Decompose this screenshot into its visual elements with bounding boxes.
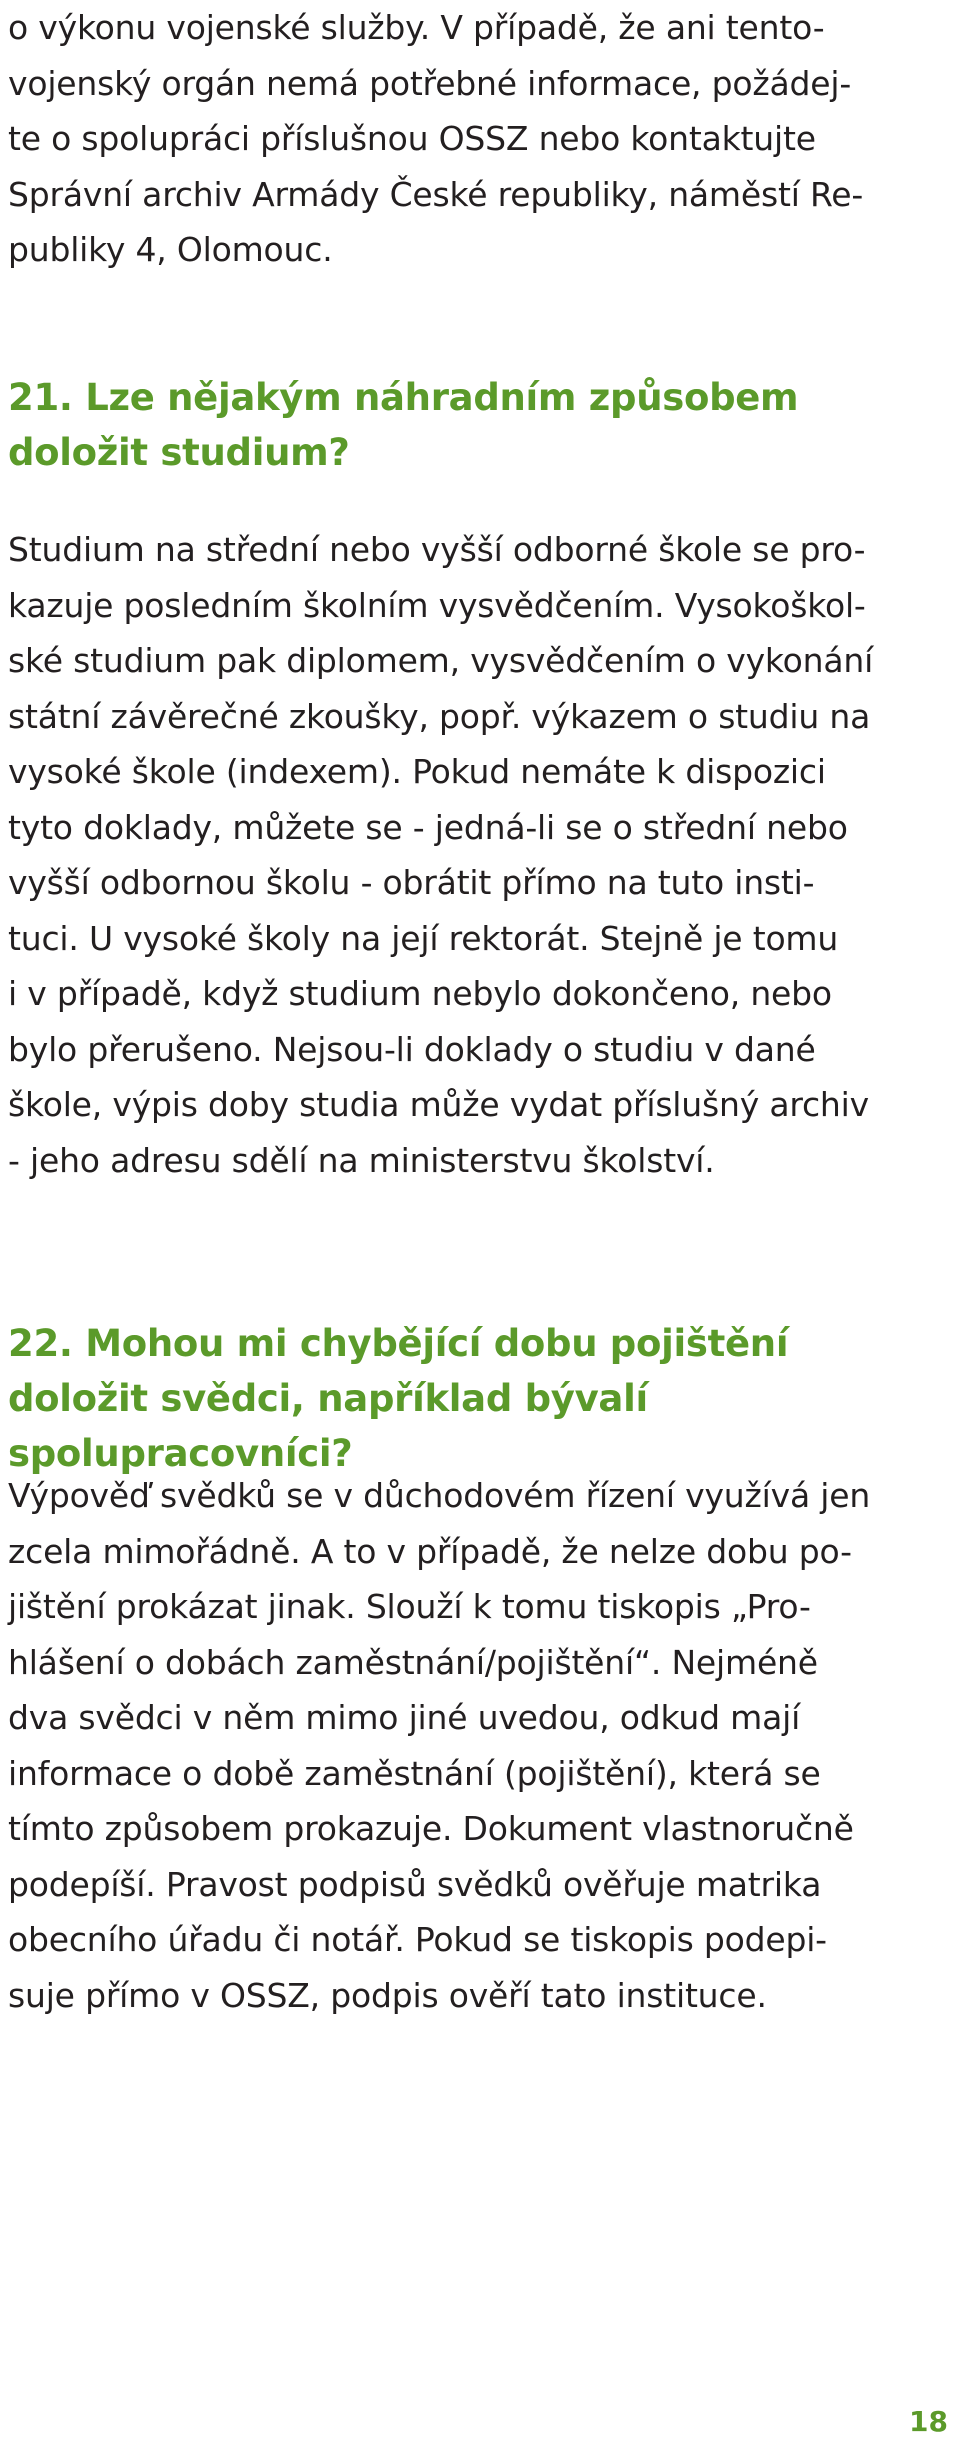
text-line: suje přímo v OSSZ, podpis ověří tato instituce. [8, 1975, 767, 2015]
text-line: kazuje posledním školním vysvědčením. Vysokoškol- [8, 585, 866, 625]
page-number: 18 [909, 2405, 948, 2438]
text-line: hlášení o dobách zaměstnání/pojištění“. Nejméně [8, 1642, 818, 1682]
text-line: tuci. U vysoké školy na její rektorát. Stejně je tomu [8, 918, 839, 958]
text-line: informace o době zaměstnání (pojištění), která se [8, 1753, 821, 1793]
text-line: - jeho adresu sdělí na ministerstvu školství. [8, 1140, 715, 1180]
intro-paragraph [8, 0, 946, 278]
text-line: Výpověď svědků se v důchodovém řízení využívá jen [8, 1476, 871, 1515]
text-line: vyšší odbornou školu - obrátit přímo na tuto insti- [8, 863, 815, 902]
text-line: zcela mimořádně. A to v případě, že nelze dobu po- [8, 1531, 852, 1571]
text-line: i v případě, když studium nebylo dokončeno, nebo [8, 974, 832, 1013]
text-line: škole, výpis doby studia může vydat příslušný archiv [8, 1085, 869, 1124]
question-22-heading: 22. Mohou mi chybějící dobu pojištění doložit svědci, například bývalí spolupracovníci? [8, 1322, 789, 1475]
text-line: obecního úřadu či notář. Pokud se tiskopis podepi- [8, 1920, 827, 1959]
text-line: státní závěrečné zkoušky, popř. výkazem o studiu na [8, 696, 871, 736]
text-line: jištění prokázat jinak. Slouží k tomu tiskopis „Pro- [8, 1587, 811, 1626]
question-22-answer [8, 1468, 946, 2023]
text-line: vojenský orgán nemá potřebné informace, požádej- [8, 63, 852, 103]
text-line: Správní archiv Armády České republiky, náměstí Re- [8, 174, 864, 214]
question-21-heading: 21. Lze nějakým náhradním způsobem doložit studium? [8, 376, 799, 474]
text-line: bylo přerušeno. Nejsou-li doklady o studiu v dané [8, 1029, 816, 1069]
text-line: podepíší. Pravost podpisů svědků ověřuje matrika [8, 1864, 822, 1904]
text-line: vysoké škole (indexem). Pokud nemáte k dispozici [8, 752, 826, 791]
text-line: o výkonu vojenské služby. V případě, že ani tento- [8, 8, 825, 47]
text-line: te o spolupráci příslušnou OSSZ nebo kontaktujte [8, 119, 816, 158]
text-line: tímto způsobem prokazuje. Dokument vlastnoručně [8, 1809, 854, 1848]
text-line: dva svědci v něm mimo jiné uvedou, odkud mají [8, 1698, 801, 1737]
text-line: tyto doklady, můžete se - jedná-li se o střední nebo [8, 807, 848, 847]
text-line: ské studium pak diplomem, vysvědčením o vykonání [8, 641, 874, 680]
text-line: publiky 4, Olomouc. [8, 230, 333, 269]
text-line: Studium na střední nebo vyšší odborné škole se pro- [8, 530, 866, 569]
question-21-answer [8, 522, 946, 1188]
